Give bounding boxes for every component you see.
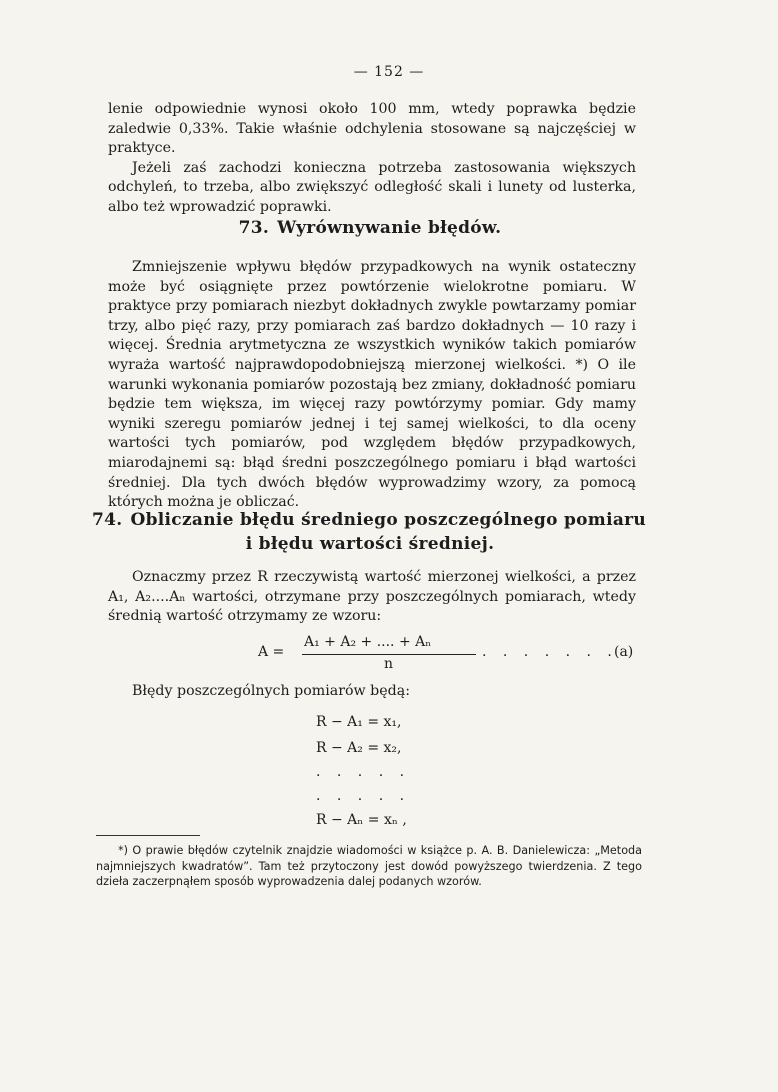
footnote-rule [96,835,200,836]
equation-n: R − Aₙ = xₙ , [316,812,407,828]
equation-dots-1: . . . . . [316,764,411,780]
section-73-paragraph: Zmniejszenie wpływu błędów przypadkowych na wynik ostateczny może być osiągnięte przez powtórzenie wielokrotne pomiaru. W praktyce przy pomiarach niezbyt dokładnych zwykle powtarzamy pomiar trzy, albo pięć razy, przy pomiarach zaś bardzo dokładnych — 10 razy i więcej. Średnia arytmetyczna ze wszystkich wyników takich pomiarów wyraża wartość najprawdopodobniejszą mierzonej wielkości. *) O ile warunki wykonania pomiarów pozostają bez zmiany, dokładność pomiaru będzie tem większa, im więcej razy powtórzymy pomiar. Gdy mamy wyniki szeregu pomiarów jednej i tej samej wielkości, to dla oceny wartości tych pomiarów, pod względem błędów przypadkowych, miarodajnemi są: błąd średni poszczególnego pomiaru i błąd wartości średniej. Dla tych dwóch błędów wyprowadzimy wzory, za pomocą których można je obliczać. [108,259,636,511]
footnote [96,843,642,890]
section-73-heading [90,218,650,238]
formula-leader-dots: . . . . . . . [482,644,618,660]
section-74-title-line-1: Obliczanie błędu średniego poszczególnego pomiaru [130,510,647,530]
formula-lhs: A = [258,644,285,660]
equation-2: R − A₂ = x₂, [316,740,402,756]
fraction-bar [302,654,476,655]
intro-paragraph-2: Jeżeli zaś zachodzi konieczna potrzeba zastosowania większych odchyleń, to trzeba, albo zwiększyć odległość skali i lunety od lusterka, albo też wprowadzić poprawki. [108,159,636,215]
section-74-heading-line-1 [92,510,652,530]
intro-paragraph-1: lenie odpowiednie wynosi około 100 mm, wtedy poprawka będzie zaledwie 0,33%. Takie właśnie odchylenia stosowane są najczęściej w praktyce. [108,101,636,157]
equation-dots-2: . . . . . [316,788,411,804]
formula-numerator: A₁ + A₂ + .... + Aₙ [304,634,432,650]
intro-text [108,100,636,218]
section-73-text [108,258,636,513]
section-74-heading-line-2: i błędu wartości średniej. [245,534,495,554]
section-74-text [108,568,636,627]
section-74-paragraph: Oznaczmy przez R rzeczywistą wartość mierzonej wielkości, a przez A₁, A₂....Aₙ wartości, otrzymane przy poszczególnych pomiarach, wtedy średnią wartość otrzymamy ze wzoru: [108,569,636,625]
equation-1: R − A₁ = x₁, [316,714,402,730]
formula-denominator: n [384,656,394,672]
errors-intro [108,682,636,702]
section-73-number: 73. [238,218,270,238]
formula-a [258,634,648,674]
page-number: — 152 — [353,64,425,80]
section-73-title: Wyrównywanie błędów. [277,218,502,238]
formula-tag: (a) [614,644,634,660]
footnote-text: *) O prawie błędów czytelnik znajdzie wiadomości w książce p. A. B. Danielewicza: „Metoda najmniejszych kwadratów”. Tam też przytoczony jest dowód powyższego twierdzenia. Z tego dzieła zaczerpnąłem sposób wyprowadzenia dalej podanych wzorów. [96,844,642,888]
section-74-number: 74. [92,510,123,530]
errors-intro-text: Błędy poszczególnych pomiarów będą: [132,683,410,699]
